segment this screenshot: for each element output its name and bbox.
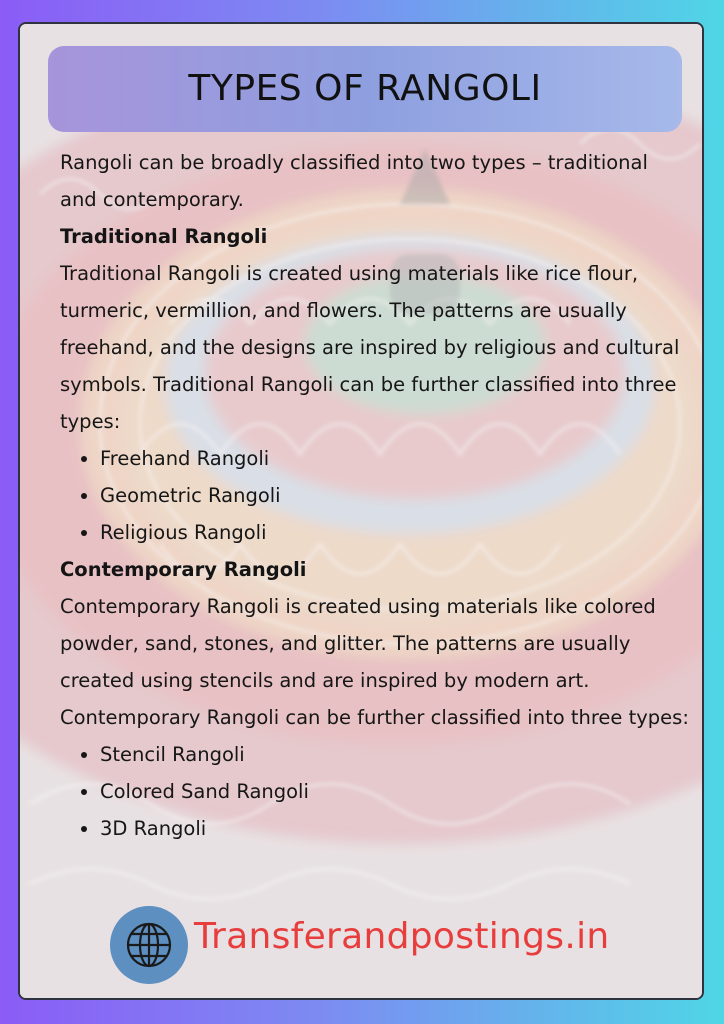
list-item: • Stencil Rangoli [100, 736, 690, 773]
article-content [60, 144, 690, 847]
globe-badge [110, 906, 188, 984]
contemporary-types-list [60, 736, 690, 847]
title-banner [48, 46, 682, 132]
globe-icon [124, 920, 174, 970]
website-link[interactable]: Transferandpostings.in [194, 916, 610, 957]
list-item: • Religious Rangoli [100, 514, 690, 551]
traditional-types-list [60, 440, 690, 551]
list-item: • 3D Rangoli [100, 810, 690, 847]
poster-card [18, 22, 704, 1000]
section-body-traditional: Traditional Rangoli is created using materials like rice flour, turmeric, vermillion, and flowers. The patterns are usually freehand, and the designs are inspired by religious and cultural symbols. Traditional Rangoli can be further classified into three types: [60, 262, 680, 433]
list-item: • Colored Sand Rangoli [100, 773, 690, 810]
section-heading-traditional: Traditional Rangoli [60, 225, 268, 248]
section-body-contemporary: Contemporary Rangoli is created using materials like colored powder, sand, stones, and glitter. The patterns are usually created using stencils and are inspired by modern art. Contemporary Rangoli can be further classified into three types: [60, 595, 689, 729]
list-item: • Geometric Rangoli [100, 477, 690, 514]
section-heading-contemporary: Contemporary Rangoli [60, 558, 307, 581]
intro-paragraph: Rangoli can be broadly classified into two types – traditional and contemporary. [60, 151, 648, 211]
page-title: TYPES OF RANGOLI [188, 68, 542, 109]
list-item: • Freehand Rangoli [100, 440, 690, 477]
